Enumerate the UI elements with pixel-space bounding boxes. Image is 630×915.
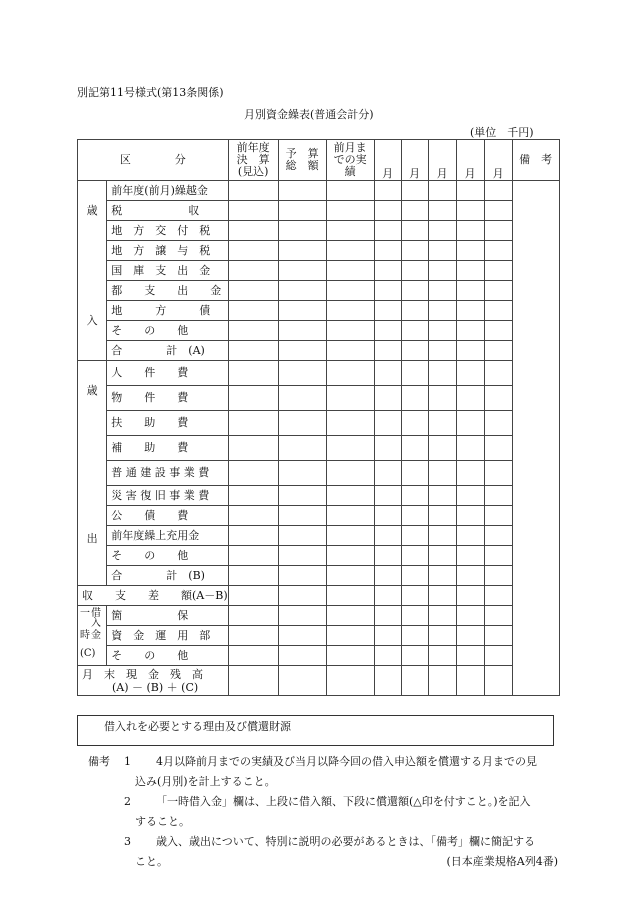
- expenditure-item: 物 件 費: [107, 386, 228, 411]
- revenue-item: 地 方 譲 与 税: [107, 241, 228, 261]
- expenditure-item: 補 助 費: [107, 436, 228, 461]
- header-month-2: 月: [401, 140, 428, 181]
- header-actual-to-prev-month: 前月ま での実 績: [326, 140, 374, 181]
- table-title: 月別資金繰表(普通会計分): [244, 108, 374, 121]
- header-month-4: 月: [456, 140, 484, 181]
- expenditure-item: 人 件 費: [107, 361, 228, 386]
- note-item: 3 歳入、歳出について、特別に説明の必要があるときは、「備考」欄に簡記する: [124, 835, 536, 848]
- unit-label: (単位 千円): [470, 126, 534, 139]
- expenditure-item: 公 債 費: [107, 506, 228, 526]
- remarks-cell: [512, 181, 559, 696]
- revenue-total: 合 計 (A): [107, 341, 228, 361]
- form-title: 別記第11号様式(第13条関係): [77, 86, 224, 99]
- header-prev-year-settlement: 前年度 決 算 (見込): [228, 140, 278, 181]
- expenditure-total: 合 計 (B): [107, 566, 228, 586]
- revenue-category: 歳 入: [78, 181, 107, 361]
- revenue-item: 都 支 出 金: [107, 281, 228, 301]
- header-budget-total: 予 算 総 額: [278, 140, 326, 181]
- note-continuation: こと。 (日本産業規格A列4番): [88, 852, 558, 872]
- header-month-3: 月: [428, 140, 456, 181]
- note-continuation: すること。: [135, 815, 190, 828]
- note-item: 2 「一時借入金」欄は、上段に借入額、下段に償還額(△印を付すこと。)を記入: [124, 795, 531, 808]
- cash-flow-table: [77, 139, 560, 696]
- reason-box: 借入れを必要とする理由及び償還財源: [77, 715, 554, 746]
- balance-label: 収 支 差 額(A－B): [78, 586, 229, 606]
- notes-head: 備考: [88, 755, 110, 768]
- notes-section: [88, 752, 558, 872]
- expenditure-item: 前年度繰上充用金: [107, 526, 228, 546]
- note-continuation: 込み(月別)を計上すること。: [135, 775, 276, 788]
- revenue-item: そ の 他: [107, 321, 228, 341]
- paper-standard: (日本産業規格A列4番): [446, 855, 558, 868]
- header-section: 区 分: [78, 140, 229, 181]
- revenue-item: 税 収: [107, 201, 228, 221]
- header-remarks: 備 考: [512, 140, 559, 181]
- temporary-loan-category: 一 時 借 入 金 (C): [78, 606, 107, 666]
- temporary-loan-item: そ の 他: [107, 646, 228, 666]
- header-month-5: 月: [484, 140, 512, 181]
- revenue-item: 地 方 交 付 税: [107, 221, 228, 241]
- revenue-item: 地 方 債: [107, 301, 228, 321]
- month-end-balance: 月 末 現 金 残 高 (A) － (B) ＋ (C): [78, 666, 229, 696]
- expenditure-item: 普 通 建 設 事 業 費: [107, 461, 228, 486]
- expenditure-category: 歳 出: [78, 361, 107, 586]
- temporary-loan-item: 資 金 運 用 部: [107, 626, 228, 646]
- revenue-item: 前年度(前月)繰越金: [107, 181, 228, 201]
- note-item: 備考 1 4月以降前月までの実績及び当月以降今回の借入申込額を償還する月までの見: [88, 752, 558, 772]
- revenue-item: 国 庫 支 出 金: [107, 261, 228, 281]
- header-month-1: 月: [374, 140, 401, 181]
- expenditure-item: 扶 助 費: [107, 411, 228, 436]
- temporary-loan-item: 箇 保: [107, 606, 228, 626]
- expenditure-item: そ の 他: [107, 546, 228, 566]
- expenditure-item: 災 害 復 旧 事 業 費: [107, 486, 228, 506]
